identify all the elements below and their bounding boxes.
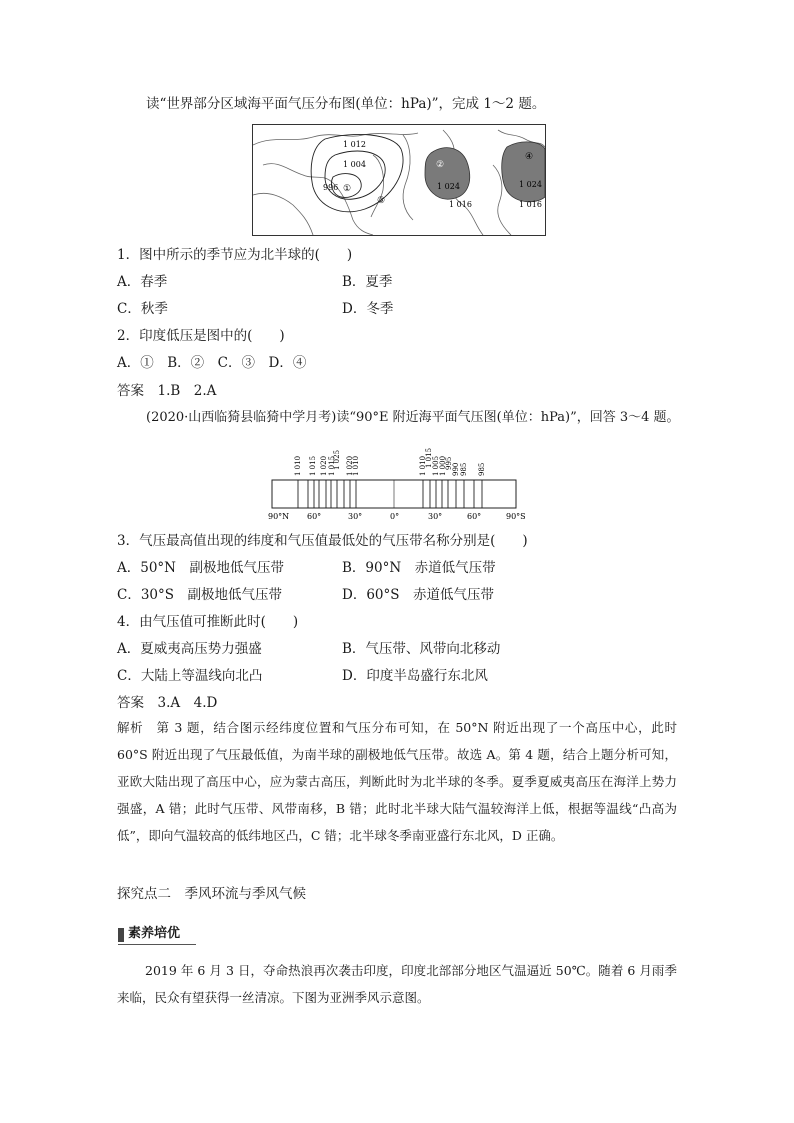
- pressure-value: 995: [445, 456, 453, 470]
- axis-label: 30°: [348, 512, 363, 521]
- pressure-value: 1 020: [346, 455, 354, 476]
- isobar-label: 1 016: [519, 200, 542, 209]
- marker-label: ②: [436, 160, 445, 170]
- marker-label: ①: [343, 184, 352, 194]
- q3-stem: 3．气压最高值出现的纬度和气压值最低处的气压带名称分别是( ): [117, 533, 528, 549]
- badge-stripe: [118, 928, 124, 942]
- q4-option-d[interactable]: D．印度半岛盛行东北风: [342, 668, 488, 684]
- section-badge: [118, 924, 198, 944]
- pressure-bar-chart: [268, 430, 528, 525]
- axis-label: 60°: [467, 512, 482, 521]
- axis-label: 60°: [307, 512, 322, 521]
- q1-option-c[interactable]: C．秋季: [117, 301, 168, 317]
- section-title: 探究点二 季风环流与季风气候: [117, 886, 306, 902]
- q2-stem: 2．印度低压是图中的( ): [117, 328, 285, 344]
- badge-underline: [118, 944, 196, 945]
- axis-label: 0°: [390, 512, 400, 521]
- isobar-label: 1 004: [343, 160, 366, 169]
- pressure-map: [252, 124, 546, 236]
- pressure-value: 1 020: [320, 455, 328, 476]
- q3-option-a[interactable]: A．50°N 副极地低气压带: [117, 560, 284, 576]
- q1-stem: 1．图中所示的季节应为北半球的( ): [117, 247, 353, 263]
- marker-label: ④: [525, 152, 534, 162]
- q4-option-b[interactable]: B．气压带、风带向北移动: [342, 641, 501, 657]
- pressure-value: 1 010: [352, 455, 360, 476]
- pressure-value: 1 000: [439, 455, 447, 476]
- pressure-value: 1 010: [419, 455, 427, 476]
- pressure-value: 990: [452, 462, 460, 476]
- pressure-bar-svg: [268, 430, 528, 525]
- q1-option-b[interactable]: B．夏季: [342, 274, 393, 290]
- pressure-value: 1 015: [328, 455, 336, 476]
- q3-option-d[interactable]: D．60°S 赤道低气压带: [342, 587, 494, 603]
- q4-option-c[interactable]: C．大陆上等温线向北凸: [117, 668, 263, 684]
- isobar-label: 1 024: [519, 180, 542, 189]
- isobar-label: 1 016: [449, 200, 472, 209]
- pressure-value: 1 015: [309, 455, 317, 476]
- axis-label: 90°N: [268, 512, 290, 521]
- analysis-paragraph: 解析 第 3 题，结合图示经纬度位置和气压分布可知，在 50°N 附近出现了一个高压中心，此时 60°S 附近出现了气压最低值，为南半球的副极地低气压带。故选 A。第 4 题，结合上题分析可知，亚欧大陆出现了高压中心，应为蒙古高压，判断此时为北半球的冬季。夏季夏威夷高压在海洋上势力强盛，A 错；此时气压带、风带南移，B 错；此时北半球大陆气温较海洋上低，根据等温线“凸高为低”，即向气温较高的低纬地区凸，C 错；北半球冬季南亚盛行东北风，D 正确。: [117, 720, 677, 843]
- intro-text-2: (2020·山西临猗县临猗中学月考)读“90°E 附近海平面气压图(单位：hPa)”，回答 3～4 题。: [146, 410, 680, 425]
- pressure-map-svg: [253, 125, 545, 235]
- q3-option-c[interactable]: C．30°S 副极地低气压带: [117, 587, 283, 603]
- pressure-value: 1 015: [425, 447, 433, 468]
- intro-text-1: 读“世界部分区域海平面气压分布图(单位：hPa)”，完成 1～2 题。: [146, 96, 546, 112]
- q1-option-a[interactable]: A．春季: [117, 274, 168, 290]
- pressure-value: 1 005: [432, 455, 440, 476]
- q3-option-b[interactable]: B．90°N 赤道低气压带: [342, 560, 496, 576]
- badge-label: 素养培优: [128, 926, 181, 941]
- pressure-value: 985: [460, 462, 468, 476]
- isobar-label: 1 012: [343, 140, 366, 149]
- pressure-value: 1 025: [333, 449, 341, 470]
- isobar-label: 996: [323, 183, 339, 192]
- isobar-label: 1 024: [437, 182, 460, 191]
- q2-options[interactable]: A．① B．② C．③ D．④: [117, 355, 307, 371]
- answer-2: 答案 3.A 4.D: [117, 695, 218, 711]
- pressure-value: 1 010: [294, 455, 302, 476]
- marker-label: ③: [377, 196, 386, 206]
- q4-option-a[interactable]: A．夏威夷高压势力强盛: [117, 641, 262, 657]
- axis-label: 30°: [428, 512, 443, 521]
- pressure-value: 985: [478, 462, 486, 476]
- q4-stem: 4．由气压值可推断此时( ): [117, 614, 299, 630]
- answer-1: 答案 1.B 2.A: [117, 383, 217, 399]
- axis-label: 90°S: [506, 512, 526, 521]
- q1-option-d[interactable]: D．冬季: [342, 301, 394, 317]
- intro-paragraph: 2019 年 6 月 3 日，夺命热浪再次袭击印度，印度北部部分地区气温逼近 50℃。随着 6 月雨季来临，民众有望获得一丝清凉。下图为亚洲季风示意图。: [117, 963, 677, 1005]
